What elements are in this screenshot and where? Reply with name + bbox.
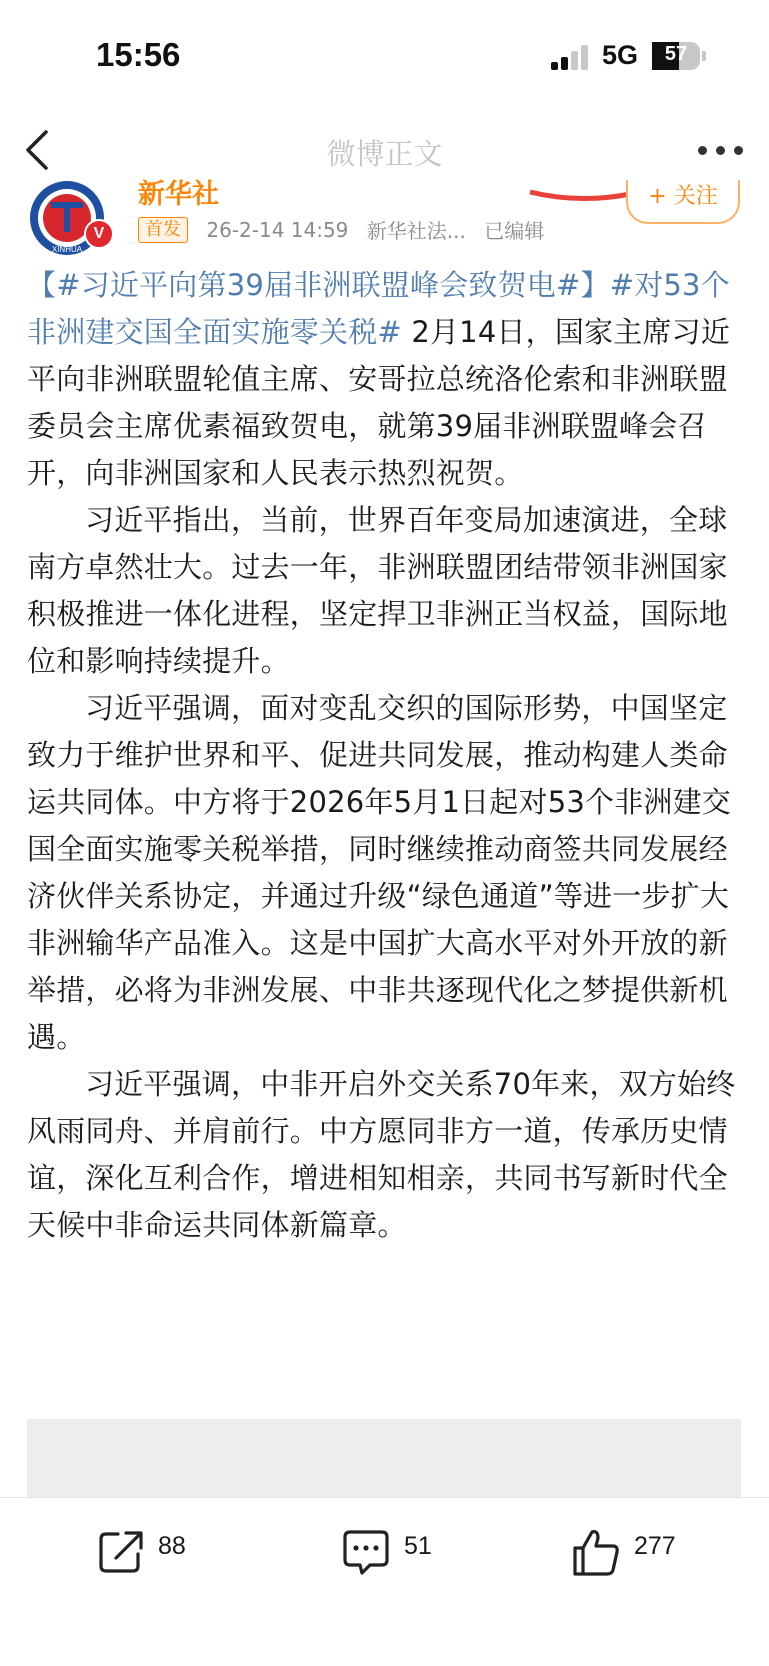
- status-bar: [0, 0, 769, 110]
- page-title: 微博正文: [326, 137, 443, 171]
- post-content: [27, 262, 741, 1249]
- comment-button[interactable]: [340, 1522, 450, 1578]
- battery-icon: [652, 42, 700, 70]
- post-meta: [138, 215, 556, 243]
- post-time: 26-2-14 14:59: [206, 217, 349, 242]
- post-text: 2月14日，国家主席习近平向非洲联盟轮值主席、安哥拉总统洛伦索和非洲联盟委员会主席优素福致贺电，就第39届非洲联盟峰会召开，向非洲国家和人民表示热烈祝贺。: [27, 315, 731, 490]
- signal-icon: [551, 44, 591, 70]
- hashtag-link[interactable]: 【#习近平向第39届非洲联盟峰会致贺电#】: [27, 268, 610, 302]
- hashtag-link[interactable]: #对53个非洲建交国全面实施零关税#: [27, 268, 730, 349]
- battery-tip: [702, 51, 706, 61]
- network-type: 5G: [602, 40, 639, 70]
- post-paragraph: [27, 262, 741, 497]
- comment-count: 51: [404, 1532, 432, 1560]
- post-source[interactable]: 新华社法...: [366, 219, 466, 243]
- post-paragraph: 习近平强调，面对变乱交织的国际形势，中国坚定致力于维护世界和平、促进共同发展，推动构建人类命运共同体。中方将于2026年5月1日起对53个非洲建交国全面实施零关税举措，同时继续推动商签共同发展经济伙伴关系协定，并通过升级“绿色通道”等进一步扩大非洲输华产品准入。这是中国扩大高水平对外开放的新举措，必将为非洲发展、中非共逐现代化之梦提供新机遇。: [27, 691, 732, 1054]
- edited-label[interactable]: 已编辑: [484, 219, 545, 243]
- share-button[interactable]: [96, 1522, 206, 1578]
- verified-badge: V: [84, 219, 114, 249]
- first-publish-tag: 首发: [138, 217, 188, 243]
- post-paragraph: 习近平指出，当前，世界百年变局加速演进，全球南方卓然壮大。过去一年，非洲联盟团结带领非洲国家积极推进一体化进程，坚定捍卫非洲正当权益，国际地位和影响持续提升。: [27, 503, 728, 678]
- share-icon: [96, 1526, 146, 1576]
- more-button[interactable]: [698, 146, 744, 156]
- share-count: 88: [158, 1532, 186, 1560]
- author-name[interactable]: 新华社: [138, 179, 219, 210]
- bottom-toolbar: [0, 1497, 769, 1666]
- follow-button[interactable]: + 关注: [626, 180, 740, 224]
- status-time: 15:56: [96, 36, 181, 73]
- thumbs-up-icon: [570, 1526, 622, 1578]
- like-button[interactable]: [570, 1522, 690, 1578]
- nav-bar: [0, 110, 769, 190]
- post-paragraph: 习近平强调，中非开启外交关系70年来，双方始终风雨同舟、并肩前行。中方愿同非方一道，传承历史情谊，深化互利合作，增进相知相亲，共同书写新时代全天候中非命运共同体新篇章。: [27, 1067, 736, 1242]
- svg-text:XINHUA: XINHUA: [51, 245, 83, 254]
- like-count: 277: [634, 1532, 676, 1560]
- image-placeholder[interactable]: [27, 1419, 741, 1497]
- decoration-stroke: [530, 190, 630, 202]
- comment-icon: [340, 1526, 392, 1578]
- battery-level: 57: [664, 43, 688, 65]
